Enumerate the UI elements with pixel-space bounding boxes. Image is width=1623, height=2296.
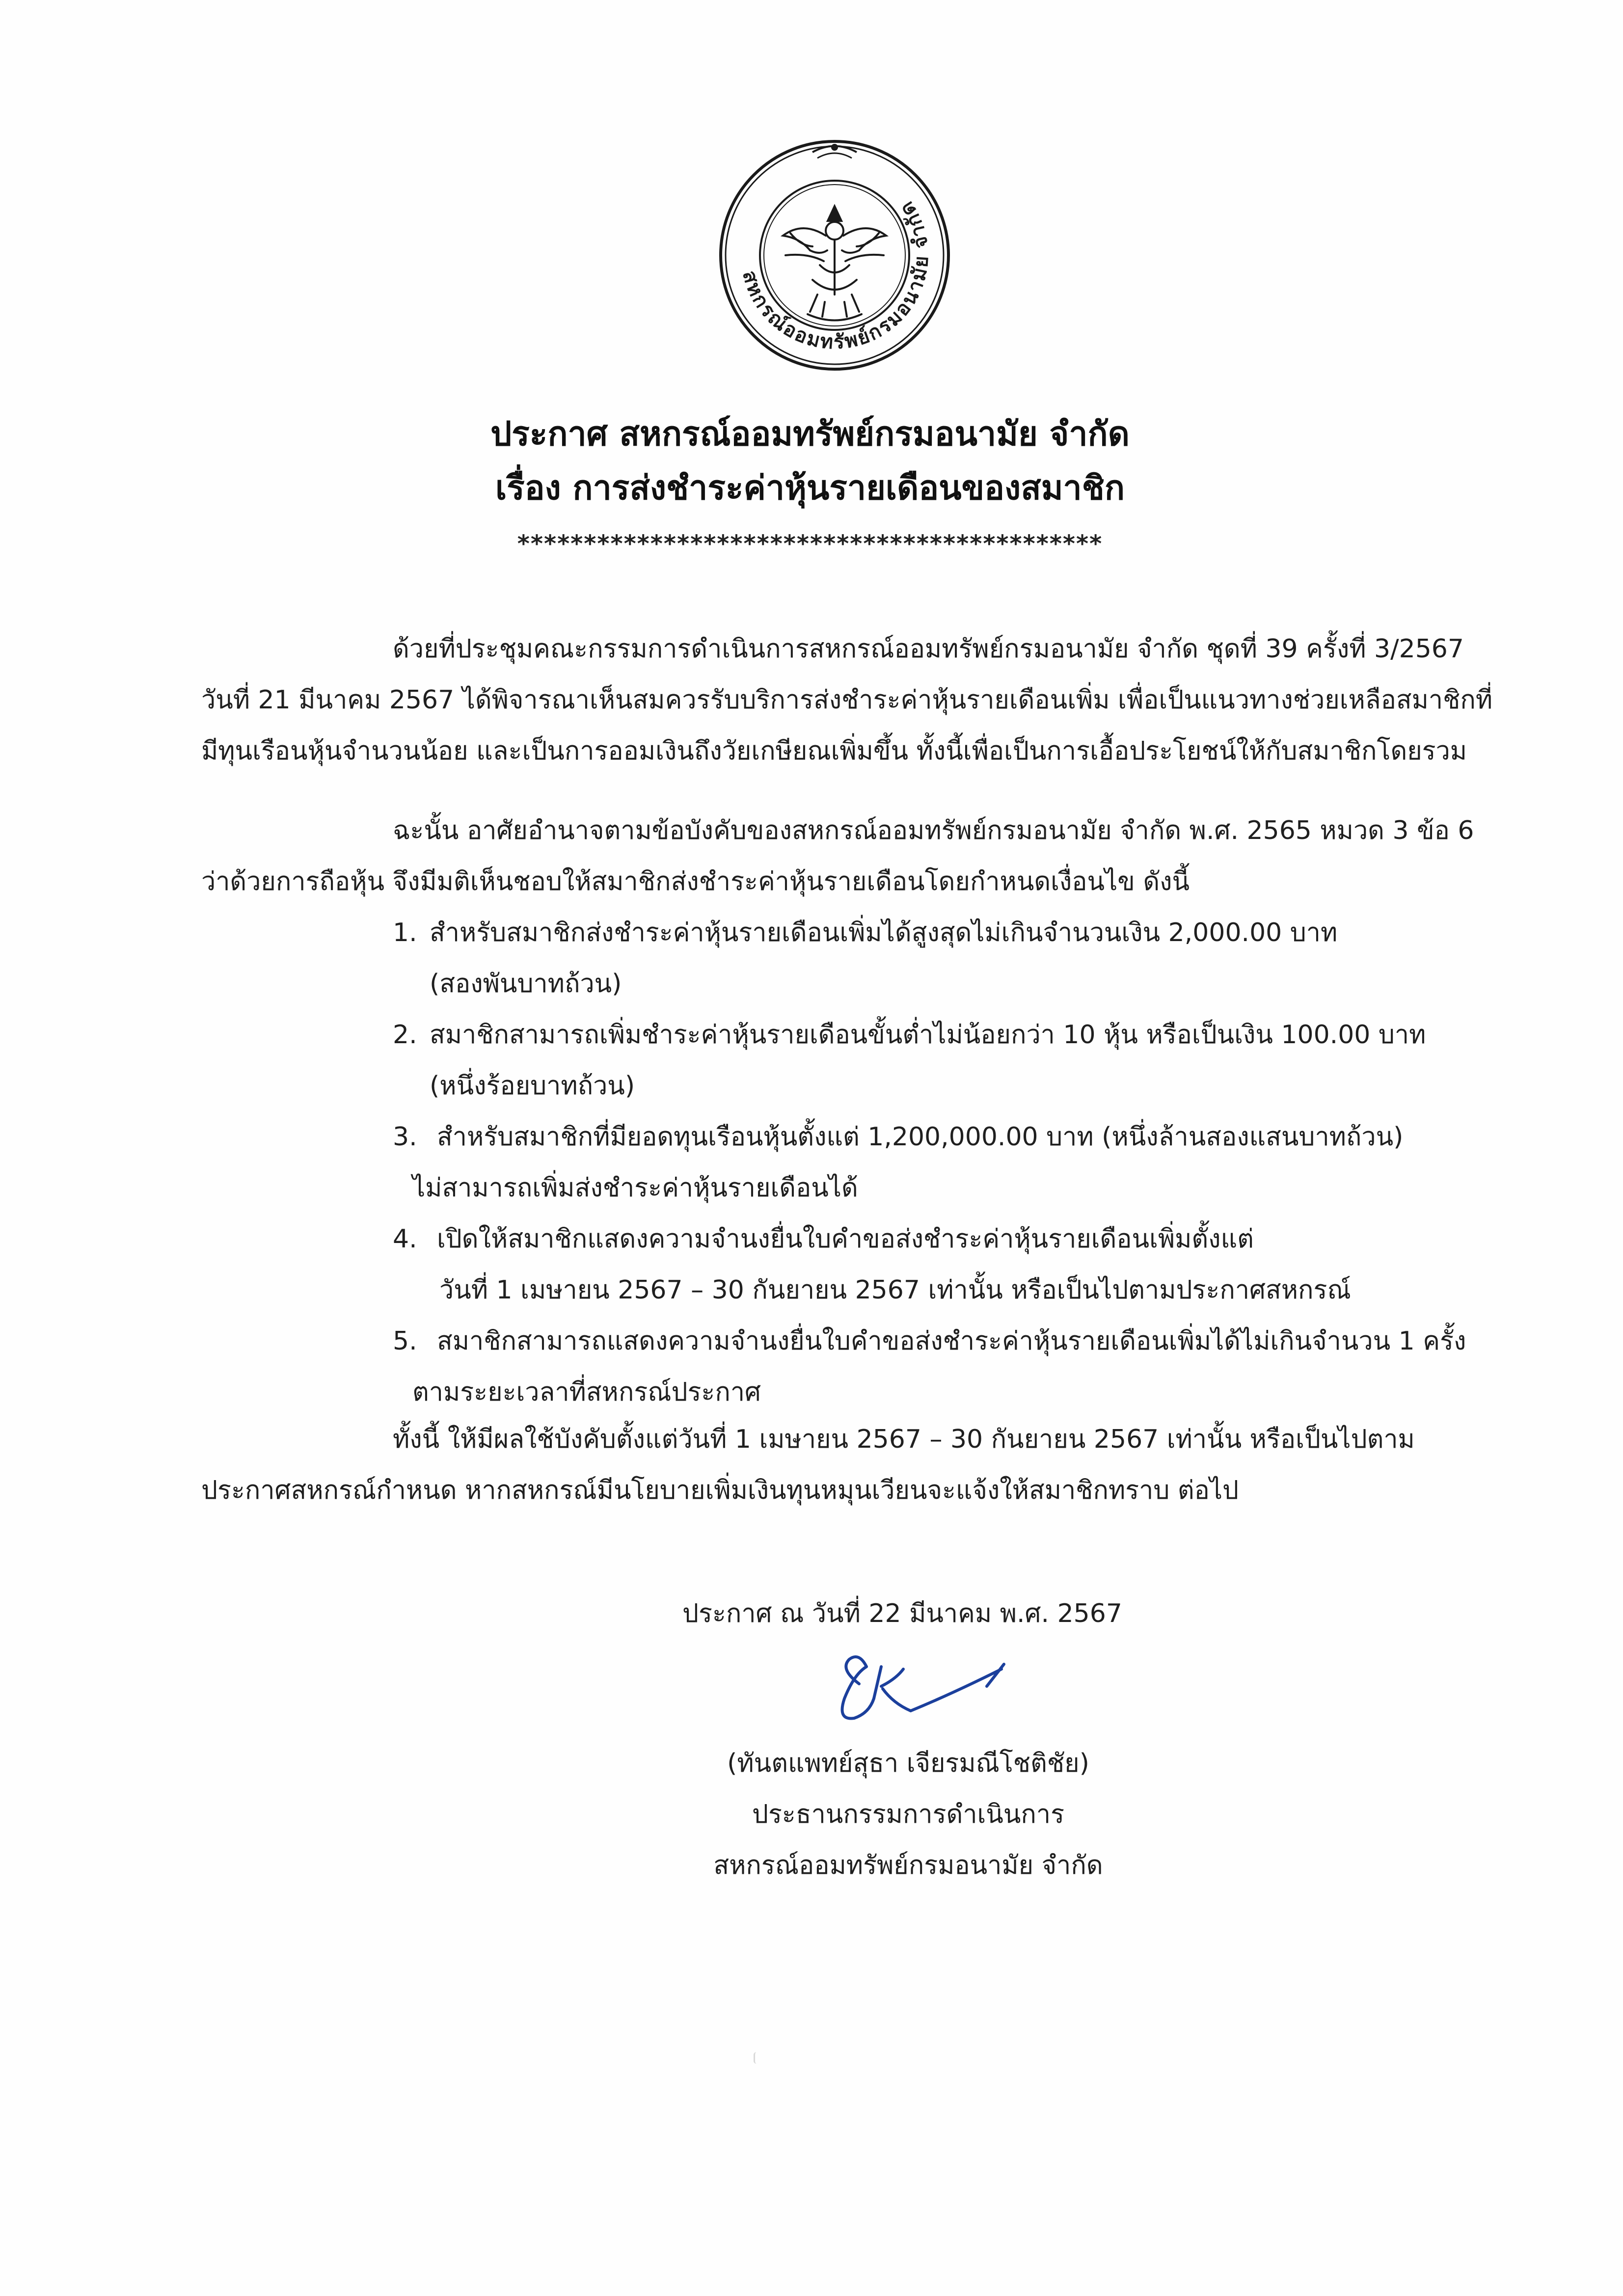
item-3-line-1: สำหรับสมาชิกที่มียอดทุนเรือนหุ้นตั้งแต่ 1,200,000.00 บาท (หนึ่งล้านสองแสนบาทถ้วน) bbox=[437, 1122, 1404, 1152]
intro-line-1: ด้วยที่ประชุมคณะกรรมการดำเนินการสหกรณ์ออมทรัพย์กรมอนามัย จำกัด ชุดที่ 39 ครั้งที่ 3/2567 bbox=[393, 634, 1464, 664]
title-separator: ******************************************** bbox=[517, 530, 1103, 558]
authority-line-2: ว่าด้วยการถือหุ้น จึงมีมติเห็นชอบให้สมาชิกส่งชำระค่าหุ้นรายเดือนโดยกำหนดเงื่อนไข ดังนี้ bbox=[201, 867, 1190, 896]
item-2-line-1: สมาชิกสามารถเพิ่มชำระค่าหุ้นรายเดือนขั้นต่ำไม่น้อยกว่า 10 หุ้น หรือเป็นเงิน 100.00 บาท bbox=[430, 1020, 1426, 1050]
item-5-number: 5. bbox=[393, 1326, 417, 1356]
item-2-line-2: (หนึ่งร้อยบาทถ้วน) bbox=[430, 1071, 635, 1101]
item-4-line-1: เปิดให้สมาชิกแสดงความจำนงยื่นใบคำขอส่งชำระค่าหุ้นรายเดือนเพิ่มตั้งแต่ bbox=[437, 1224, 1254, 1254]
svg-text:สหกรณ์ออมทรัพย์กรมอนามัย จำกัด: สหกรณ์ออมทรัพย์กรมอนามัย จำกัด bbox=[738, 196, 933, 354]
signatory-position: ประธานกรรมการดำเนินการ bbox=[752, 1800, 1065, 1829]
announcement-title: ประกาศ สหกรณ์ออมทรัพย์กรมอนามัย จำกัด bbox=[490, 415, 1130, 454]
intro-line-3: มีทุนเรือนหุ้นจำนวนน้อย และเป็นการออมเงินถึงวัยเกษียณเพิ่มขึ้น ทั้งนี้เพื่อเป็นการเอื้อประโยชน์ให้กับสมาชิกโดยรวม bbox=[201, 736, 1467, 766]
announcement-date: ประกาศ ณ วันที่ 22 มีนาคม พ.ศ. 2567 bbox=[682, 1599, 1122, 1628]
scan-mark bbox=[754, 2052, 760, 2064]
item-5-line-2: ตามระยะเวลาที่สหกรณ์ประกาศ bbox=[412, 1378, 761, 1407]
item-5-line-1: สมาชิกสามารถแสดงความจำนงยื่นใบคำขอส่งชำระค่าหุ้นรายเดือนเพิ่มได้ไม่เกินจำนวน 1 ครั้ง bbox=[437, 1326, 1466, 1356]
item-4-number: 4. bbox=[393, 1224, 417, 1254]
announcement-subject: เรื่อง การส่งชำระค่าหุ้นรายเดือนของสมาชิก bbox=[495, 469, 1125, 508]
signature-image bbox=[825, 1640, 1031, 1738]
item-3-number: 3. bbox=[393, 1122, 417, 1152]
signatory-name: (ทันตแพทย์สุธา เจียรมณีโชติชัย) bbox=[727, 1749, 1089, 1778]
intro-line-2: วันที่ 21 มีนาคม 2567 ได้พิจารณาเห็นสมควรรับบริการส่งชำระค่าหุ้นรายเดือนเพิ่ม เพื่อเป็นแนวทางช่วยเหลือสมาชิกที่ bbox=[201, 685, 1493, 715]
effective-line-2: ประกาศสหกรณ์กำหนด หากสหกรณ์มีนโยบายเพิ่มเงินทุนหมุนเวียนจะแจ้งให้สมาชิกทราบ ต่อไป bbox=[201, 1476, 1239, 1505]
item-4-line-2: วันที่ 1 เมษายน 2567 – 30 กันยายน 2567 เท่านั้น หรือเป็นไปตามประกาศสหกรณ์ bbox=[439, 1275, 1351, 1305]
effective-line-1: ทั้งนี้ ให้มีผลใช้บังคับตั้งแต่วันที่ 1 เมษายน 2567 – 30 กันยายน 2567 เท่านั้น หรือเป็นไปตาม bbox=[393, 1425, 1415, 1454]
item-3-line-2: ไม่สามารถเพิ่มส่งชำระค่าหุ้นรายเดือนได้ bbox=[412, 1173, 858, 1203]
item-1-line-1: สำหรับสมาชิกส่งชำระค่าหุ้นรายเดือนเพิ่มได้สูงสุดไม่เกินจำนวนเงิน 2,000.00 บาท bbox=[430, 918, 1338, 947]
item-1-number: 1. bbox=[393, 918, 417, 947]
item-2-number: 2. bbox=[393, 1020, 417, 1050]
authority-line-1: ฉะนั้น อาศัยอำนาจตามข้อบังคับของสหกรณ์ออมทรัพย์กรมอนามัย จำกัด พ.ศ. 2565 หมวด 3 ข้อ 6 bbox=[393, 816, 1474, 845]
signatory-organization: สหกรณ์ออมทรัพย์กรมอนามัย จำกัด bbox=[713, 1851, 1103, 1880]
item-1-line-2: (สองพันบาทถ้วน) bbox=[430, 969, 622, 999]
garuda-seal-icon bbox=[712, 133, 957, 378]
